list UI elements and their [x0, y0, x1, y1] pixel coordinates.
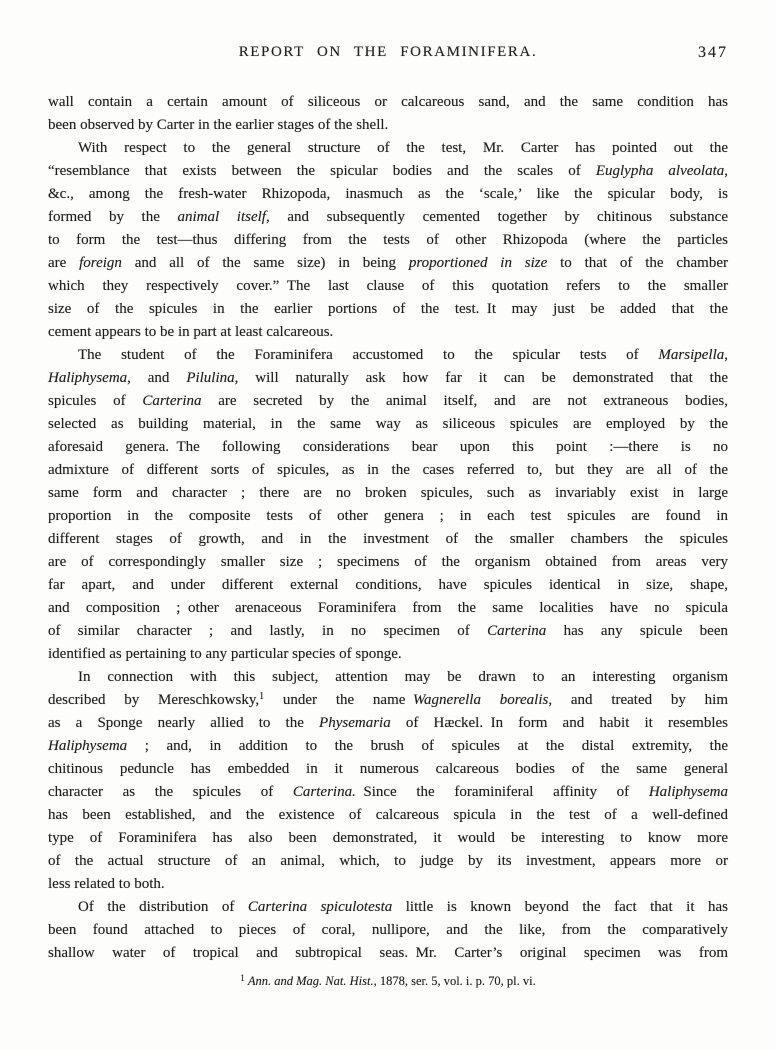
- paragraph: [48, 91, 728, 137]
- footnote-marker: 1: [259, 691, 265, 702]
- text-segment: less related to both.: [48, 876, 165, 892]
- text-line: [48, 666, 728, 689]
- text-segment: size of the spicules in the earlier portions of the test. It may just be added that the: [48, 301, 728, 317]
- text-line: [48, 620, 728, 643]
- text-line: [48, 505, 728, 528]
- text-line: [48, 160, 728, 183]
- text-line: [48, 482, 728, 505]
- text-line: [48, 413, 728, 436]
- text-segment: has any spicule been: [546, 623, 728, 639]
- text-segment: far apart, and under different external conditions, have spicules identical in size, shape,: [48, 577, 728, 593]
- text-line: [48, 804, 728, 827]
- italic-text: foreign: [79, 255, 122, 271]
- text-segment: chitinous peduncle has embedded in it numerous calcareous bodies of the same general: [48, 761, 728, 777]
- italic-text: proportioned in size: [408, 255, 548, 271]
- text-segment: identified as pertaining to any particular species of sponge.: [48, 646, 402, 662]
- text-line: [48, 206, 728, 229]
- text-line: [48, 298, 728, 321]
- text-segment: has been established, and the existence of calcareous spicula in the test of a well-defined: [48, 807, 728, 823]
- text-line: [48, 896, 728, 919]
- paragraph: [48, 344, 728, 666]
- text-segment: as a Sponge nearly allied to the: [48, 715, 320, 731]
- text-segment: With respect to the general structure of the test, Mr. Carter has pointed out the: [78, 140, 728, 156]
- text-line: [48, 781, 728, 804]
- text-segment: The student of the Foraminifera accustomed to the spicular tests of: [78, 347, 659, 363]
- text-line: [48, 390, 728, 413]
- text-segment: selected as building material, in the same way as siliceous spicules are employed by the: [48, 416, 728, 432]
- page-number: 347: [698, 44, 728, 61]
- text-line: [48, 942, 728, 965]
- italic-text: Wagnerella borealis: [412, 692, 549, 708]
- text-line: [48, 597, 728, 620]
- text-segment: aforesaid genera. The following considerations bear upon this point :—there is no: [48, 439, 728, 455]
- text-segment: which they respectively cover.” The last clause of this quotation refers to the smaller: [48, 278, 728, 294]
- text-segment: different stages of growth, and in the investment of the smaller chambers the spicules: [48, 531, 728, 547]
- running-title: REPORT ON THE FORAMINIFERA.: [238, 44, 538, 60]
- footnote: [48, 972, 728, 990]
- text-segment: , and: [127, 370, 187, 386]
- text-segment: of the actual structure of an animal, which, to judge by its investment, appears more or: [48, 853, 728, 869]
- text-segment: type of Foraminifera has also been demonstrated, it would be interesting to know more: [48, 830, 728, 846]
- text-segment: same form and character ; there are no broken spicules, such as invariably exist in large: [48, 485, 728, 501]
- text-line: [48, 321, 728, 344]
- text-segment: are: [48, 255, 80, 271]
- page-body: [48, 91, 728, 965]
- text-line: [48, 574, 728, 597]
- italic-text: Marsipella: [658, 347, 725, 363]
- text-segment: “resemblance that exists between the spicular bodies and the scales of: [48, 163, 596, 179]
- text-line: [48, 229, 728, 252]
- italic-text: Haliphysema: [48, 738, 128, 754]
- text-segment: are secreted by the animal itself, and are not extraneous bodies,: [201, 393, 728, 409]
- text-line: [48, 183, 728, 206]
- text-segment: , and treated by him: [548, 692, 729, 708]
- text-segment: ,: [724, 163, 729, 179]
- text-segment: , will naturally ask how far it can be demonstrated that the: [234, 370, 728, 386]
- text-segment: Of the distribution of: [78, 899, 248, 915]
- text-segment: to that of the chamber: [547, 255, 728, 271]
- text-line: [48, 344, 728, 367]
- text-line: [48, 919, 728, 942]
- text-line: [48, 114, 728, 137]
- text-segment: , and subsequently cemented together by chitinous substance: [265, 209, 728, 225]
- text-segment: wall contain a certain amount of siliceous or calcareous sand, and the same condition has: [48, 94, 728, 110]
- italic-text: Ann. and Mag. Nat. Hist.: [247, 974, 374, 988]
- text-line: [48, 91, 728, 114]
- text-line: [48, 643, 728, 666]
- text-line: [48, 850, 728, 873]
- text-line: [48, 735, 728, 758]
- text-line: [48, 275, 728, 298]
- text-segment: little is known beyond the fact that it has: [392, 899, 728, 915]
- text-line: [48, 551, 728, 574]
- italic-text: Carterina.: [292, 784, 356, 800]
- text-line: [48, 758, 728, 781]
- text-line: [48, 712, 728, 735]
- text-segment: ,: [724, 347, 728, 363]
- text-line: [48, 827, 728, 850]
- page-header: [48, 44, 728, 64]
- text-line: [48, 528, 728, 551]
- text-line: [48, 873, 728, 896]
- text-segment: to form the test—thus differing from the tests of other Rhizopoda (where the particles: [48, 232, 728, 248]
- text-segment: character as the spicules of: [48, 784, 293, 800]
- italic-text: Haliphysema: [48, 370, 128, 386]
- italic-text: Pilulina: [186, 370, 235, 386]
- text-segment: ; and, in addition to the brush of spicules at the distal extremity, the: [127, 738, 728, 754]
- text-segment: of similar character ; and lastly, in no specimen of: [48, 623, 488, 639]
- italic-text: Carterina: [142, 393, 202, 409]
- italic-text: animal itself: [177, 209, 266, 225]
- text-segment: , 1878, ser. 5, vol. i. p. 70, pl. vi.: [373, 974, 536, 988]
- paragraph: [48, 137, 728, 344]
- text-segment: described by Mereschkowsky,: [48, 692, 260, 708]
- paragraph: [48, 666, 728, 896]
- text-segment: proportion in the composite tests of other genera ; in each test spicules are found in: [48, 508, 728, 524]
- text-segment: In connection with this subject, attention may be drawn to an interesting organism: [78, 669, 728, 685]
- footnote-text: [240, 974, 535, 988]
- text-line: [48, 459, 728, 482]
- text-segment: been observed by Carter in the earlier stages of the shell.: [48, 117, 389, 133]
- text-segment: admixture of different sorts of spicules, as in the cases referred to, but they are all of the: [48, 462, 728, 478]
- text-line: [48, 367, 728, 390]
- italic-text: Physemaria: [319, 715, 391, 731]
- text-segment: spicules of: [48, 393, 143, 409]
- text-segment: formed by the: [48, 209, 178, 225]
- text-line: [48, 436, 728, 459]
- italic-text: Carterina: [487, 623, 547, 639]
- text-segment: shallow water of tropical and subtropical seas. Mr. Carter’s original specimen was from: [48, 945, 728, 961]
- text-segment: and composition ; other arenaceous Foraminifera from the same localities have no spicula: [48, 600, 728, 616]
- italic-text: Euglypha alveolata: [595, 163, 725, 179]
- italic-text: Carterina spiculotesta: [247, 899, 393, 915]
- footnote-marker: 1: [240, 973, 245, 983]
- text-segment: under the name: [264, 692, 413, 708]
- text-line: [48, 137, 728, 160]
- text-line: [48, 689, 728, 712]
- text-segment: and all of the same size) in being: [121, 255, 409, 271]
- text-segment: Since the foraminiferal affinity of: [355, 784, 649, 800]
- text-segment: been found attached to pieces of coral, nullipore, and the like, from the comparatively: [48, 922, 728, 938]
- text-segment: of Hæckel. In form and habit it resembles: [390, 715, 728, 731]
- paragraph: [48, 896, 728, 965]
- text-segment: &c., among the fresh-water Rhizopoda, inasmuch as the ‘scale,’ like the spicular body, is: [48, 186, 728, 202]
- text-segment: cement appears to be in part at least calcareous.: [48, 324, 334, 340]
- text-line: [48, 252, 728, 275]
- italic-text: Haliphysema: [648, 784, 728, 800]
- text-segment: are of correspondingly smaller size ; specimens of the organism obtained from areas very: [48, 554, 728, 570]
